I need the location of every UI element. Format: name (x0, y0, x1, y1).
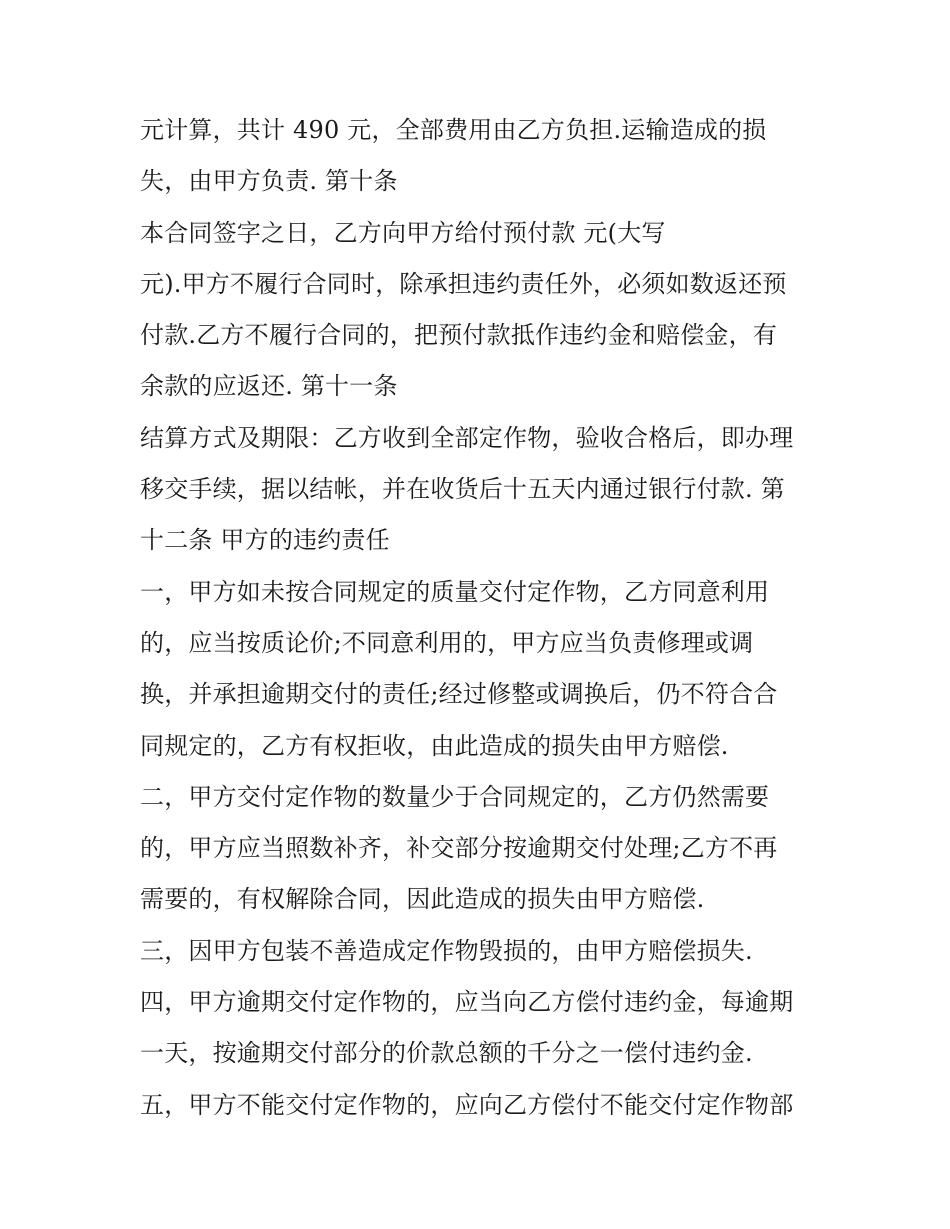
text-line-7: 结算方式及期限：乙方收到全部定作物，验收合格后，即办理 (140, 423, 794, 452)
text-line-16: 需要的，有权解除合同，因此造成的损失由甲方赔偿. (140, 885, 705, 914)
text-line-2: 失，由甲方负责. 第十条 (140, 167, 398, 196)
text-line-8: 移交手续，据以结帐，并在收货后十五天内通过银行付款. 第 (140, 475, 785, 504)
text-line-15: 的，甲方应当照数补齐，补交部分按逾期交付处理;乙方不再 (140, 834, 778, 863)
text-line-13: 同规定的，乙方有权拒收，由此造成的损失由甲方赔偿. (140, 731, 729, 760)
text-line-11: 的，应当按质论价;不同意利用的，甲方应当负责修理或调 (140, 628, 754, 657)
text-line-18: 四，甲方逾期交付定作物的，应当向乙方偿付违约金，每逾期 (140, 988, 794, 1017)
text-line-19: 一天，按逾期交付部分的价款总额的千分之一偿付违约金. (140, 1039, 753, 1068)
text-line-6: 余款的应返还. 第十一条 (140, 372, 398, 401)
text-line-10: 一，甲方如未按合同规定的质量交付定作物，乙方同意利用 (140, 577, 770, 606)
text-line-3: 本合同签字之日，乙方向甲方给付预付款 元(大写 (140, 218, 666, 247)
text-line-9: 十二条 甲方的违约责任 (140, 526, 390, 555)
text-line-4: 元).甲方不履行合同时，除承担违约责任外，必须如数返还预 (140, 269, 787, 298)
text-line-20: 五，甲方不能交付定作物的，应向乙方偿付不能交付定作物部 (140, 1090, 794, 1119)
text-line-12: 换，并承担逾期交付的责任;经过修整或调换后，仍不符合合 (140, 680, 778, 709)
text-line-1: 元计算，共计 490 元，全部费用由乙方负担.运输造成的损 (140, 116, 767, 144)
text-line-14: 二，甲方交付定作物的数量少于合同规定的，乙方仍然需要 (140, 782, 770, 811)
text-line-17: 三，因甲方包装不善造成定作物毁损的，由甲方赔偿损失. (140, 936, 753, 965)
contract-body-text (140, 105, 840, 1131)
text-line-5: 付款.乙方不履行合同的，把预付款抵作违约金和赔偿金，有 (140, 321, 778, 350)
